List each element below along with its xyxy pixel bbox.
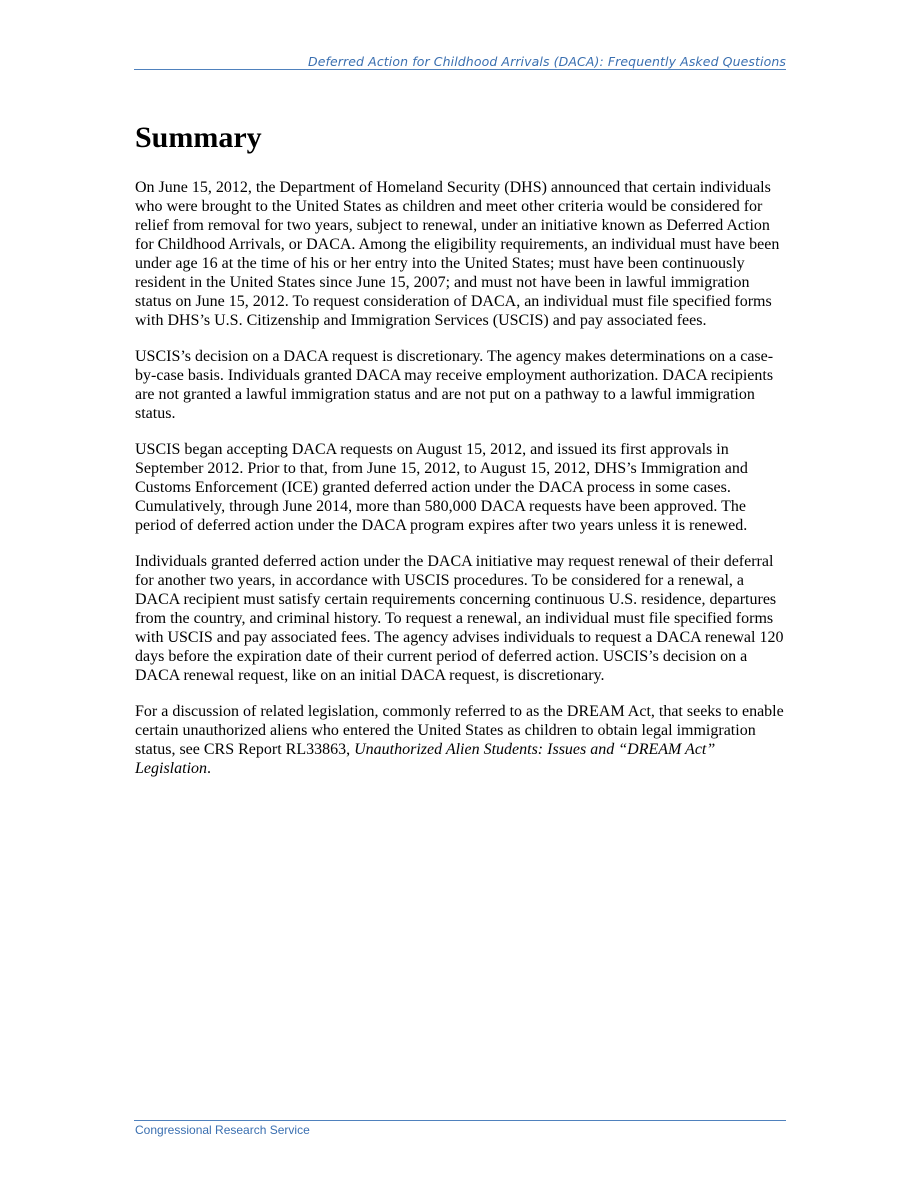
summary-body xyxy=(135,178,787,795)
header-rule xyxy=(134,69,786,70)
report-citation: Unauthorized Alien Students: Issues and “DREAM Act” Legislation xyxy=(135,741,716,777)
running-header: Deferred Action for Childhood Arrivals (DACA): Frequently Asked Questions xyxy=(307,54,786,69)
section-title: Summary xyxy=(135,121,262,154)
paragraph: USCIS began accepting DACA requests on August 15, 2012, and issued its first approvals in September 2012. Prior to that, from June 15, 2012, to August 15, 2012, DHS’s Immigration and Customs Enforcement (ICE) granted deferred action under the DACA process in some cases. Cumulatively, through June 2014, more than 580,000 DACA requests have been approved. The period of deferred action under the DACA program expires after two years unless it is renewed. xyxy=(135,441,748,534)
paragraph-text: For a discussion of related legislation, commonly referred to as the DREAM Act, that seeks to enable certain unauthorized aliens who entered the United States as children to obtain legal immigration status, see CRS Report RL33863, xyxy=(135,703,784,758)
footer-org: Congressional Research Service xyxy=(135,1123,310,1137)
paragraph: Individuals granted deferred action under the DACA initiative may request renewal of their deferral for another two years, in accordance with USCIS procedures. To be considered for a renewal, a DACA recipient must satisfy certain requirements concerning continuous U.S. residence, departures from the country, and criminal history. To request a renewal, an individual must file specified forms with USCIS and pay associated fees. The agency advises individuals to request a DACA renewal 120 days before the expiration date of their current period of deferred action. USCIS’s decision on a DACA renewal request, like on an initial DACA request, is discretionary. xyxy=(135,553,784,684)
paragraph-dream-act xyxy=(135,702,787,778)
paragraph-end: . xyxy=(207,760,212,777)
paragraph: USCIS’s decision on a DACA request is discretionary. The agency makes determinations on a case-by-case basis. Individuals granted DACA may receive employment authorization. DACA recipients are not granted a lawful immigration status and are not put on a pathway to a lawful immigration status. xyxy=(135,348,774,422)
paragraph: On June 15, 2012, the Department of Homeland Security (DHS) announced that certain individuals who were brought to the United States as children and meet other criteria would be considered for relief from removal for two years, subject to renewal, under an initiative known as Deferred Action for Childhood Arrivals, or DACA. Among the eligibility requirements, an individual must have been under age 16 at the time of his or her entry into the United States; must have been continuously resident in the United States since June 15, 2007; and must not have been in lawful immigration status on June 15, 2012. To request consideration of DACA, an individual must file specified forms with DHS’s U.S. Citizenship and Immigration Services (USCIS) and pay associated fees. xyxy=(135,179,780,329)
footer-rule xyxy=(134,1120,786,1121)
